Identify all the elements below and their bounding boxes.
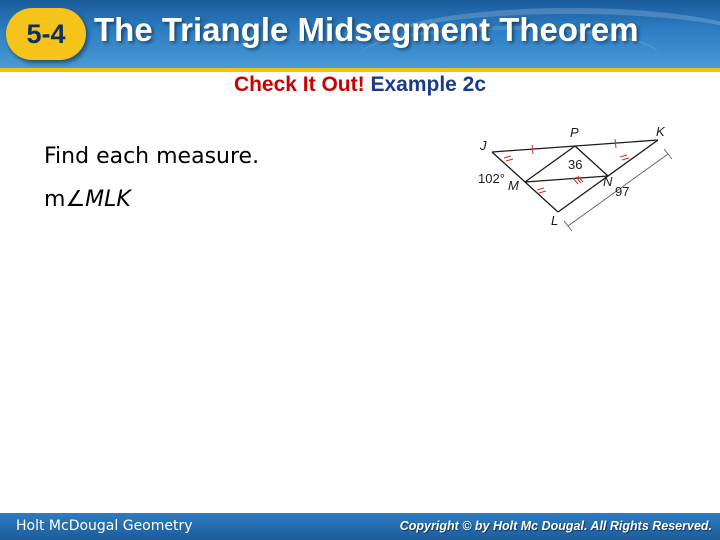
footer-band — [0, 513, 720, 540]
publisher-label: Holt McDougal Geometry — [16, 518, 193, 534]
vertex-label-m: M — [508, 178, 519, 193]
copyright-notice: Copyright © by Holt Mc Dougal. All Rights Reserved. — [399, 519, 712, 533]
segment-mn — [525, 176, 608, 182]
vertex-label-l: L — [551, 213, 559, 228]
example-heading — [0, 73, 720, 97]
measure-prefix: m — [44, 187, 66, 212]
measure-expression — [44, 187, 131, 212]
check-it-out-label: Check It Out! — [233, 73, 365, 96]
angle-name: MLK — [85, 187, 131, 212]
example-label: Example 2c — [370, 73, 487, 96]
angle-value-label: 102° — [478, 171, 505, 186]
dimension-tick-k — [664, 149, 672, 159]
lesson-title: The Triangle Midsegment Theorem — [94, 11, 639, 48]
dimension-tick-l — [564, 221, 572, 231]
vertex-label-n: N — [603, 174, 613, 189]
header-band — [0, 0, 720, 72]
triangle-figure — [470, 122, 680, 234]
vertex-label-p: P — [570, 125, 579, 140]
vertex-label-j: J — [480, 138, 487, 153]
vertex-label-k: K — [656, 124, 665, 139]
segment-lk-value: 97 — [615, 184, 630, 199]
lesson-number-badge: 5-4 — [6, 8, 86, 60]
problem-prompt: Find each measure. — [44, 144, 260, 169]
segment-pn-value: 36 — [568, 157, 583, 172]
angle-symbol: ∠ — [65, 187, 86, 212]
triangle-diagram — [470, 122, 680, 234]
